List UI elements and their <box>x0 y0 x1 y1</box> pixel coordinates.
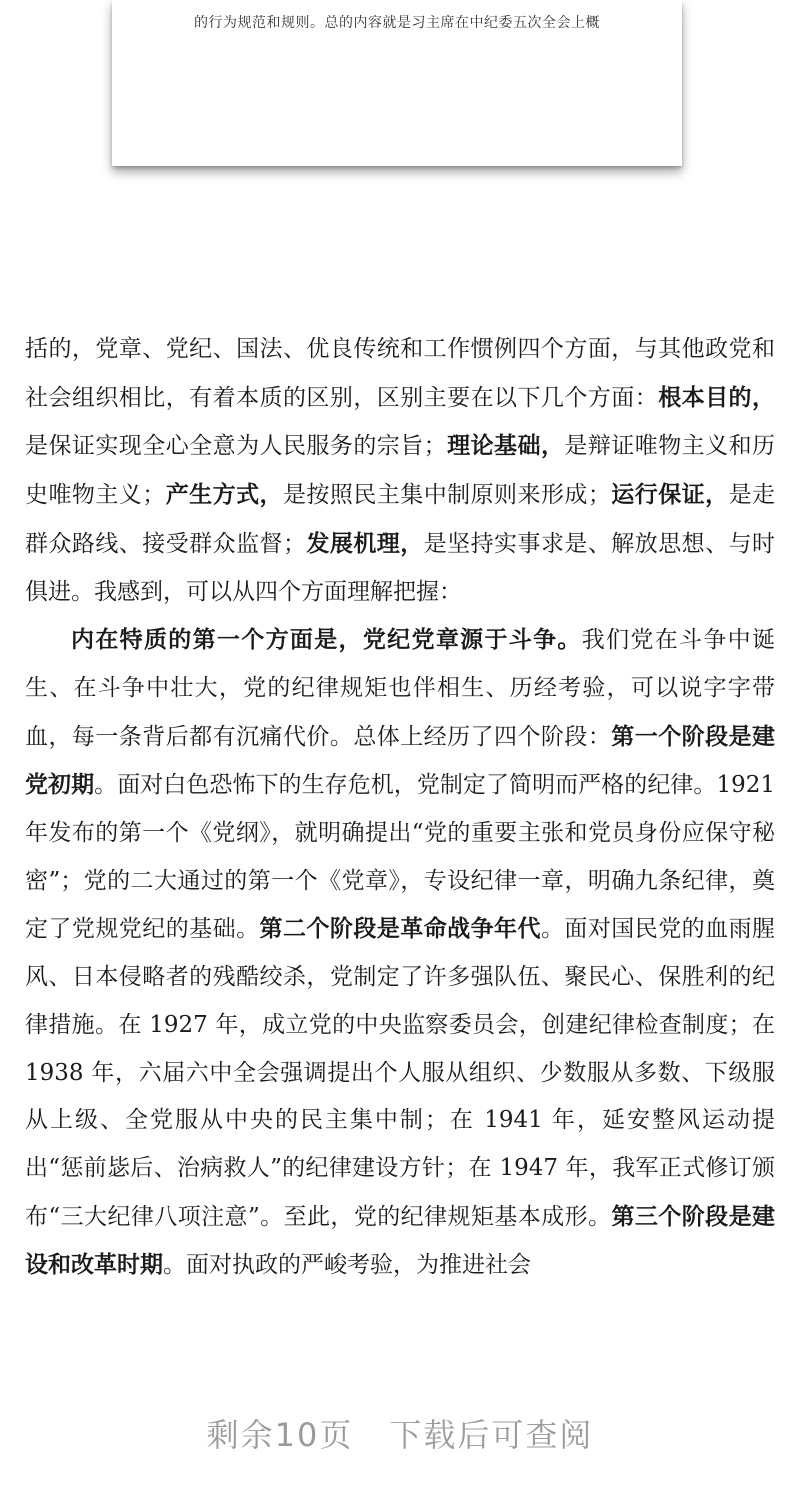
text-run: 是坚持实事求是、解放思想、与时俱进。我感到，可以从四个方面理解把握： <box>25 530 776 605</box>
previous-page-snippet: 的行为规范和规则。总的内容就是习主席在中纪委五次全会上概 <box>194 15 600 31</box>
text-run: 。面对国民党的血雨腥风、日本侵略者的残酷绞杀，党制定了许多强队伍、聚民心、保胜利的纪律措施。在 1927 年，成立党的中央监察委员会，创建纪律检查制度；在 1938 年，六届六中全会强调提出个人服从组织、少数服从多数、下级服从上级、全党服从中央的民主集中制；在 1941 年，延安整风运动提出“惩前毖后、治病救人”的纪律建设方针；在 1947 年，我军正式修订颁布“三大纪律八项注意”。至此，党的纪律规矩基本成形。 <box>25 916 776 1230</box>
bold-heading-first-aspect: 内在特质的第一个方面是，党纪党章源于斗争。 <box>71 626 582 654</box>
bold-stage-1: 第一个阶段是建党初期 <box>25 722 776 799</box>
bold-term-development-mechanism: 发展机理， <box>305 529 424 557</box>
remaining-pages-label: 剩余10页 <box>206 1416 354 1454</box>
previous-page-card <box>112 0 682 166</box>
text-run: 是辩证唯物主义和历史唯物主义； <box>25 433 776 509</box>
text-run: 是走群众路线、接受群众监督； <box>25 482 776 557</box>
text-run: 。面对执政的严峻考验，为推进社会 <box>163 1252 531 1279</box>
bold-stage-3: 第三个阶段是建设和改革时期 <box>25 1202 775 1279</box>
download-prompt[interactable] <box>0 1410 800 1456</box>
bold-term-fundamental-purpose: 根本目的， <box>658 383 776 411</box>
text-run: 是按照民主集中制原则来形成； <box>282 482 611 509</box>
paragraph-1 <box>25 326 775 616</box>
text-run: 括的，党章、党纪、国法、优良传统和工作惯例四个方面，与其他政党和社会组织相比，有着本质的区别，区别主要在以下几个方面： <box>25 336 775 411</box>
text-run: 是保证实现全心全意为人民服务的宗旨； <box>25 433 447 460</box>
bold-term-generation-method: 产生方式， <box>165 481 283 509</box>
download-to-view-label: 下载后可查阅 <box>389 1416 594 1454</box>
document-body <box>25 326 775 1290</box>
paragraph-2 <box>25 616 775 1290</box>
text-run: 。面对白色恐怖下的生存危机，党制定了简明而严格的纪律。1921 年发布的第一个《党纲》，就明确提出“党的重要主张和党员身份应保守秘密”；党的二大通过的第一个《党章》，专设纪律一章，明确九条纪律，奠定了党规党纪的基础。 <box>25 772 775 943</box>
bold-stage-2: 第二个阶段是革命战争年代 <box>259 915 541 943</box>
text-run: 我们党在斗争中诞生、在斗争中壮大，党的纪律规矩也伴相生、历经考验，可以说字字带血，每一条背后都有沉痛代价。总体上经历了四个阶段： <box>25 627 776 750</box>
bold-term-operation-guarantee: 运行保证， <box>610 481 729 509</box>
bold-term-theoretical-basis: 理论基础， <box>446 432 565 460</box>
